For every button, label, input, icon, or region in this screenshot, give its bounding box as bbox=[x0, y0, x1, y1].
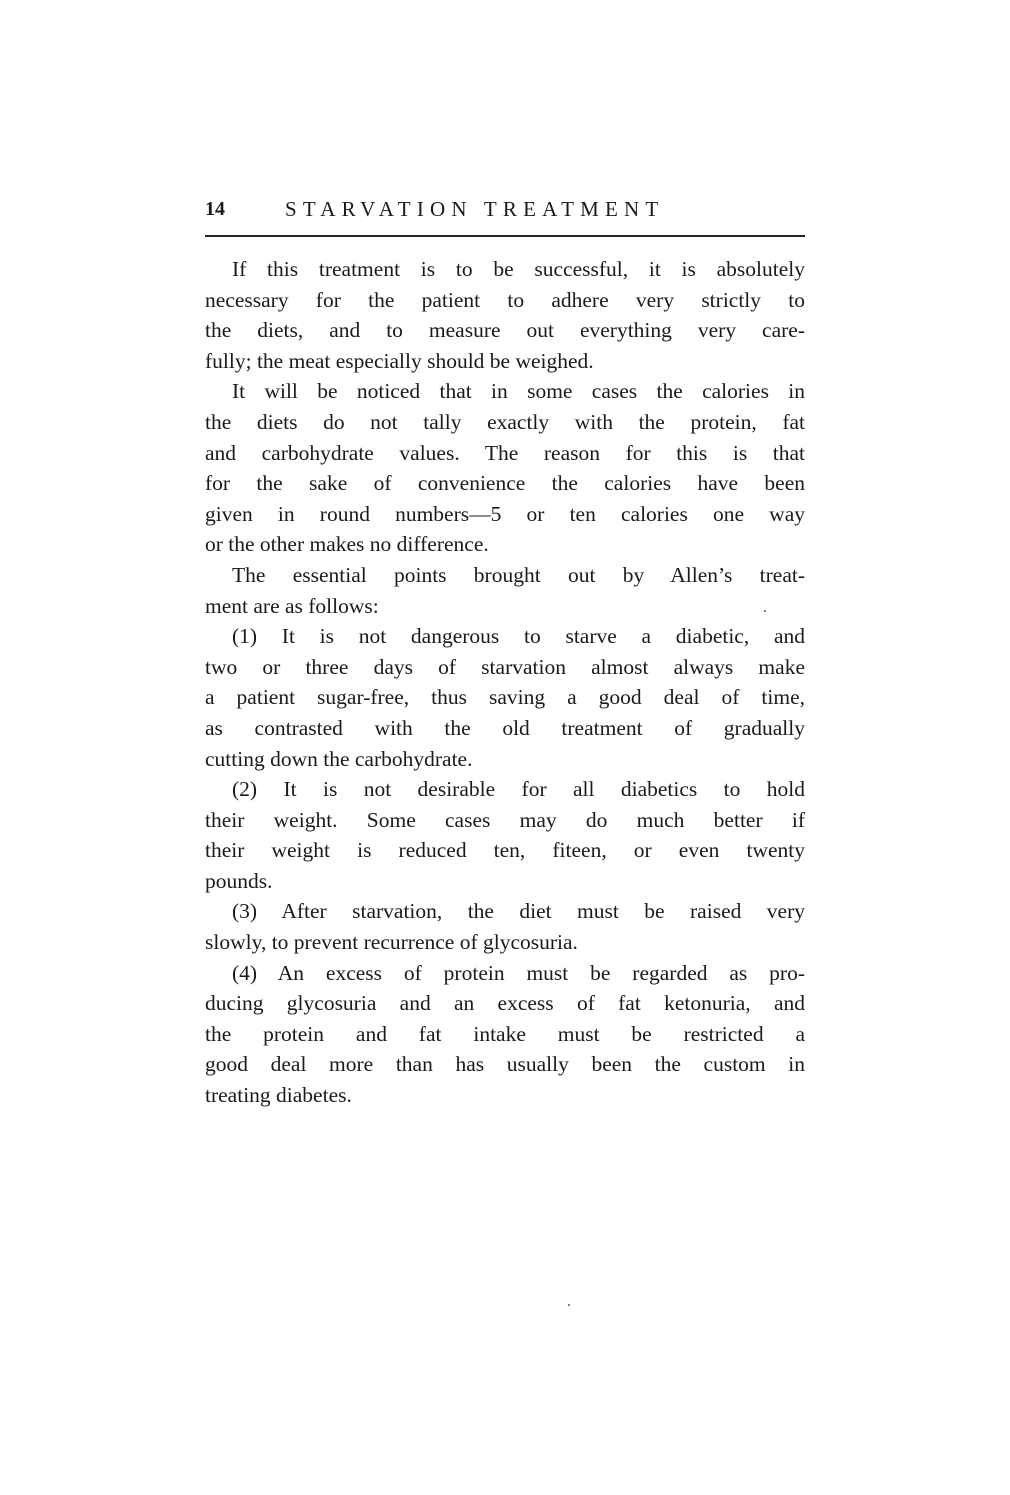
paragraph bbox=[205, 560, 805, 621]
text-line: two or three days of starvation almost always make bbox=[205, 654, 805, 679]
text-line: cutting down the carbohydrate. bbox=[205, 746, 473, 771]
text-line: If this treatment is to be successful, it is absolutely bbox=[232, 257, 805, 281]
text-line: good deal more than has usually been the custom in bbox=[205, 1052, 805, 1077]
text-line: for the sake of convenience the calories have been bbox=[205, 471, 805, 496]
paragraph bbox=[205, 254, 805, 376]
paragraph bbox=[205, 774, 805, 896]
print-speck bbox=[568, 1304, 570, 1306]
text-line: It will be noticed that in some cases the calories in bbox=[232, 379, 805, 404]
text-line: their weight. Some cases may do much better if bbox=[205, 807, 805, 832]
text-line: their weight is reduced ten, fiteen, or even twenty bbox=[205, 838, 805, 863]
paragraph bbox=[205, 896, 805, 957]
text-line: (1) It is not dangerous to starve a diabetic, and bbox=[232, 624, 805, 649]
text-line: slowly, to prevent recurrence of glycosuria. bbox=[205, 930, 578, 955]
running-title: STARVATION TREATMENT bbox=[285, 197, 665, 221]
header-rule bbox=[205, 235, 805, 237]
print-speck bbox=[764, 610, 766, 612]
body-text bbox=[205, 254, 805, 1111]
text-line: ducing glycosuria and an excess of fat ketonuria, and bbox=[205, 991, 805, 1016]
text-line: treating diabetes. bbox=[205, 1083, 352, 1108]
text-line: pounds. bbox=[205, 868, 273, 893]
text-line: or the other makes no difference. bbox=[205, 532, 489, 557]
running-header bbox=[205, 198, 805, 228]
text-line: (3) After starvation, the diet must be raised very bbox=[232, 899, 805, 924]
text-line: given in round numbers—5 or ten calories one way bbox=[205, 501, 805, 526]
text-line: as contrasted with the old treatment of gradually bbox=[205, 715, 805, 740]
text-line: necessary for the patient to adhere very strictly to bbox=[205, 287, 805, 312]
paragraph bbox=[205, 376, 805, 560]
text-line: ment are as follows: bbox=[205, 593, 379, 618]
text-line: the protein and fat intake must be restricted a bbox=[205, 1021, 805, 1046]
text-line: the diets, and to measure out everything very care- bbox=[205, 318, 805, 343]
text-line: (4) An excess of protein must be regarded as pro- bbox=[232, 960, 805, 985]
text-line: and carbohydrate values. The reason for this is that bbox=[205, 440, 805, 465]
paragraph bbox=[205, 958, 805, 1111]
text-line: a patient sugar-free, thus saving a good deal of time, bbox=[205, 685, 805, 710]
paragraph bbox=[205, 621, 805, 774]
text-line: fully; the meat especially should be weighed. bbox=[205, 348, 594, 373]
text-line: (2) It is not desirable for all diabetics to hold bbox=[232, 777, 805, 802]
text-line: The essential points brought out by Allen’s treat- bbox=[232, 562, 805, 587]
text-line: the diets do not tally exactly with the protein, fat bbox=[205, 409, 805, 434]
page-number: 14 bbox=[205, 198, 225, 220]
